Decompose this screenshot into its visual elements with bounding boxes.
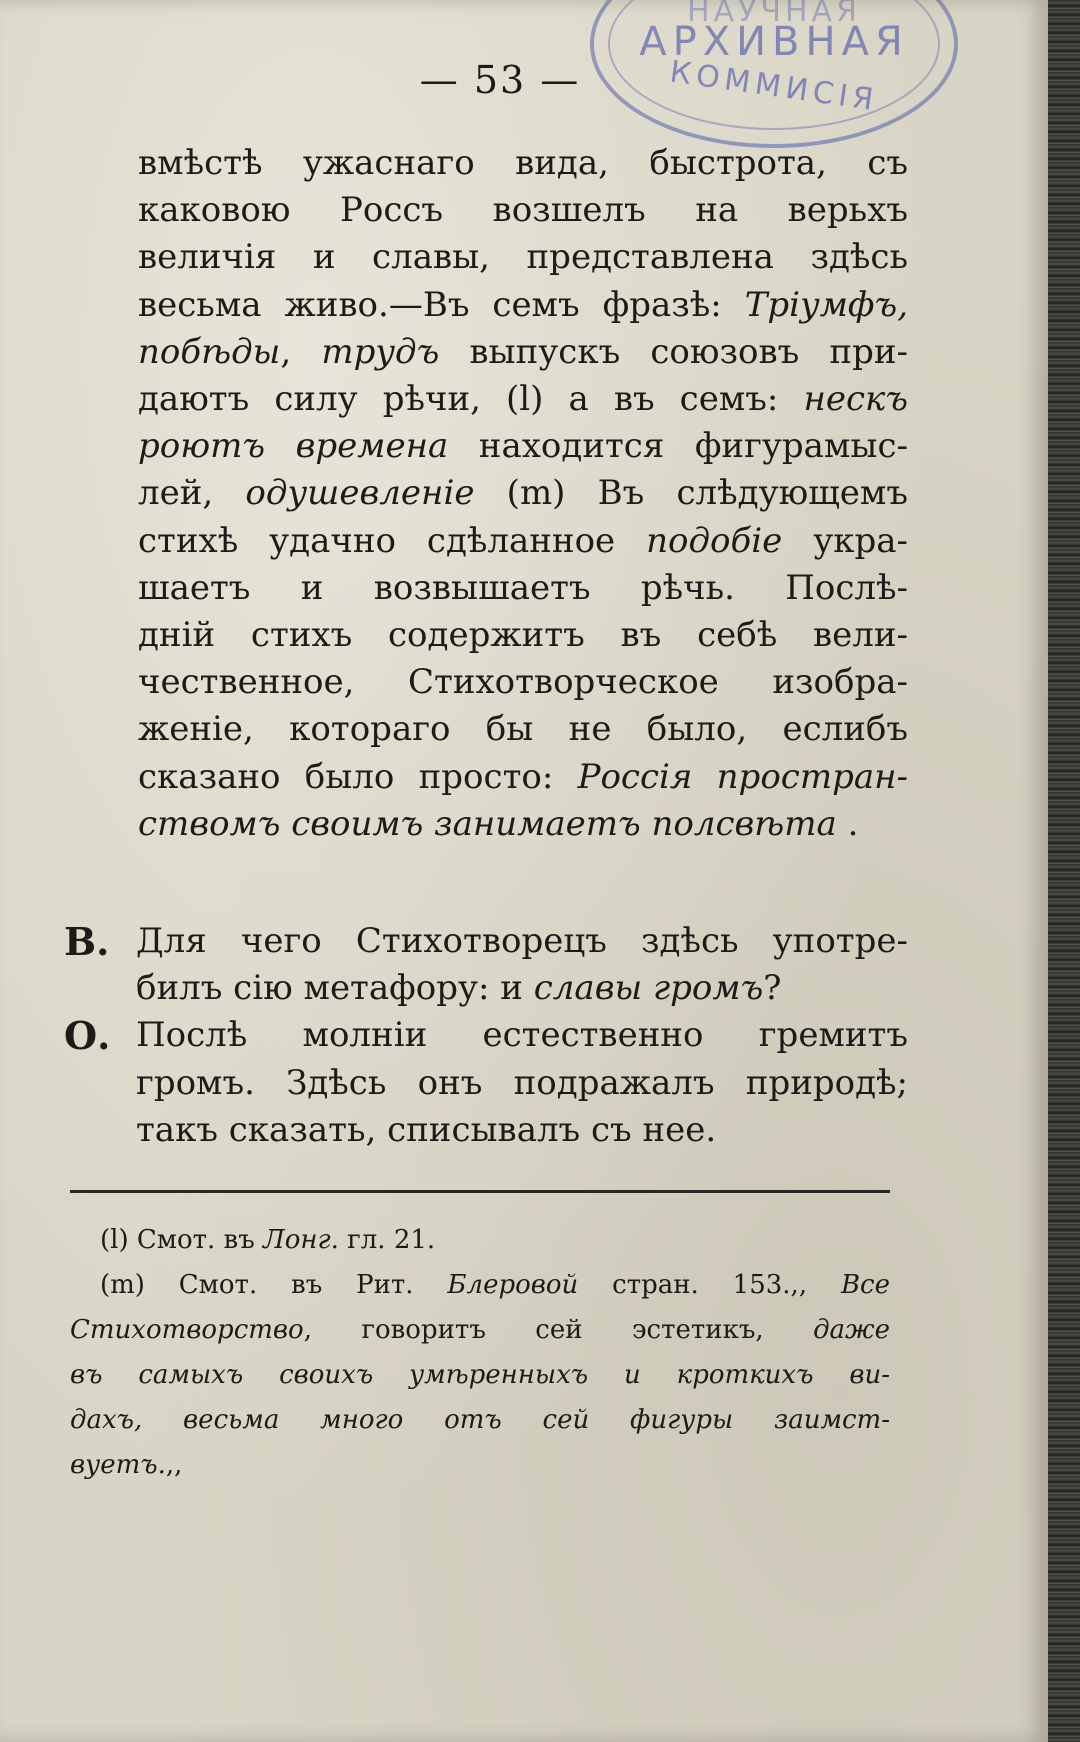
italic-text: побѣды <box>138 331 281 372</box>
body-text <box>138 140 908 848</box>
footnote-line <box>70 1353 890 1398</box>
italic-text: Все <box>840 1270 890 1300</box>
italic-text: подобіе <box>646 520 783 561</box>
qa-line: Для чего Стихотворецъ здѣсь употре- <box>136 921 908 961</box>
qa-line: такъ сказать, списывалъ съ нее. <box>136 1109 717 1150</box>
footnote-line: вуетъ.,, <box>70 1450 183 1480</box>
stamp-bottom-text: КОММИСІЯ <box>667 54 881 119</box>
stamp-top-text: НАУЧНАЯ <box>687 0 861 29</box>
body-line: каковою Россъ возшелъ на верьхъ <box>138 190 908 231</box>
qa-line: Послѣ молніи естественно гремитъ <box>136 1015 908 1056</box>
qa-item <box>64 918 908 1012</box>
italic-text: даже <box>813 1315 890 1345</box>
body-line: дній стихъ содержитъ въ себѣ вели- <box>138 615 908 656</box>
footnotes <box>70 1218 890 1488</box>
qa-line: громъ. Здѣсь онъ подражалъ природѣ; <box>136 1062 908 1103</box>
footnote-rule <box>70 1190 890 1193</box>
italic-text: роютъ времена <box>138 426 449 467</box>
body-line: даютъ силу рѣчи, (l) а въ семъ: нескъ <box>138 379 908 420</box>
italic-text: одушевленіе <box>245 473 475 514</box>
italic-text: трудъ <box>321 331 440 372</box>
italic-text: Тріумфъ, <box>744 284 908 325</box>
italic-text: славы громъ <box>533 968 764 1009</box>
qa-marker: О. <box>64 1013 111 1059</box>
italic-text: дахъ, весьма много отъ сей фигуры заимст- <box>70 1405 890 1435</box>
italic-text: вуетъ. <box>70 1450 166 1480</box>
qa-marker: В. <box>64 919 110 964</box>
footnote-line: (l) Смот. въ Лонг. гл. 21. <box>100 1225 436 1255</box>
italic-text: Лонг. <box>263 1225 339 1255</box>
italic-text: въ самыхъ своихъ умѣренныхъ и кроткихъ ви- <box>70 1360 890 1390</box>
body-line: весьма живо.—Въ семъ фразѣ: Тріумфъ, <box>138 284 908 325</box>
body-line: чественное, Стихотворческое изобра- <box>138 662 908 703</box>
page-number: — 53 — <box>419 58 581 102</box>
body-line: сказано было просто: Россія простран- <box>138 756 908 797</box>
book-edge <box>1048 0 1080 1742</box>
footnote-line <box>70 1398 890 1443</box>
body-line: роютъ времена находится фигурамыс- <box>138 426 908 467</box>
body-line: величія и славы, представлена здѣсь <box>138 237 908 278</box>
qa-line: билъ сію метафору: и славы громъ? <box>136 968 782 1009</box>
italic-text: Стихотворство <box>70 1315 304 1345</box>
body-line: шаетъ и возвышаетъ рѣчь. Послѣ- <box>138 567 908 608</box>
archive-stamp <box>590 0 958 148</box>
stamp-main-text: АРХИВНАЯ <box>639 19 909 65</box>
body-line: женіе, котораго бы не было, еслибъ <box>138 709 908 750</box>
question-answer-block <box>64 918 908 1154</box>
footnote-line: Стихотворство, говоритъ сей эстетикъ, даже <box>70 1315 890 1345</box>
body-line: стихѣ удачно сдѣланное подобіе укра- <box>138 520 908 561</box>
italic-text: Россія простран- <box>577 756 908 797</box>
footnote <box>70 1263 890 1488</box>
italic-text: нескъ <box>803 379 908 420</box>
body-line: побѣды, трудъ выпускъ союзовъ при- <box>138 331 908 372</box>
body-line: вмѣстѣ ужаснаго вида, быстрота, съ <box>138 143 908 183</box>
italic-text: ствомъ своимъ занимаетъ полсвѣта <box>138 803 837 844</box>
footnote-line: (m) Смот. въ Рит. Блеровой стран. 153.,, Все <box>100 1270 890 1300</box>
footnote <box>70 1218 890 1263</box>
body-line: лей, одушевленіе (m) Въ слѣдующемъ <box>138 473 908 514</box>
body-line: ствомъ своимъ занимаетъ полсвѣта . <box>138 803 859 844</box>
italic-text: Блеровой <box>447 1270 579 1300</box>
qa-item <box>64 1012 908 1154</box>
